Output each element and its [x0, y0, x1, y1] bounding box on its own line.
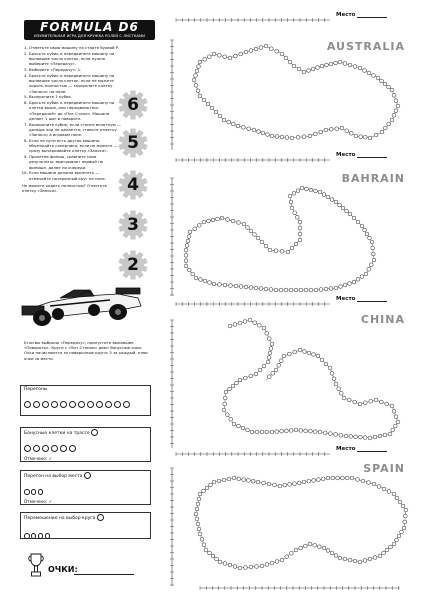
scoring-explanation: Если вы выбрали «Передачу», пропустите выпавшие «Повороты». Круги с «Пит-Стопом» дают бонусные очки. Очки начисляются за поверочные круги: 5 за каждый, плюс очки за место.	[24, 340, 149, 361]
points-label: ОЧКИ:	[48, 565, 78, 574]
pitstop-label: Перегон на выбор места	[21, 471, 150, 480]
lap-bars	[170, 18, 400, 590]
rules-note: Не можете ходить полностью? Отметьте клетку «Заноса».	[22, 182, 107, 194]
track-name-spain: SPAIN	[363, 462, 405, 475]
track-name-bahrain: BAHRAIN	[341, 172, 405, 185]
rule-item: 9. Пролетев финиш, сравните свои результаты: выигрывает первый на финише, далее по очереди.	[29, 154, 122, 170]
track-name-australia: AUSTRALIA	[326, 40, 405, 53]
rule-item: 1. Отметьте свою машину на старте буквой P.	[29, 45, 122, 50]
rule-item: 7. Вычеркните кубик; если стоите вплотную — дальше ход не делается; ставьте отметку «Заноса» в игровом поле.	[29, 122, 122, 138]
bonus-footer: Отмечено: ✓	[24, 456, 53, 461]
place-field-spain[interactable]: Место	[336, 446, 387, 452]
lap-choice-label: Перемешение на выбор круга	[21, 513, 150, 522]
game-title: FORMULA D6	[40, 20, 139, 34]
rule-item: 6. Бросьте кубик и передвиньте машину на клетки выше, или передвиньтесь «Передачей» до «Пит-Стопа». Машина делает 1 шаг в повороте.	[29, 100, 122, 121]
rule-item: 10. Если машина должна вылететь — отмечайте потерянный круг на поле.	[29, 170, 122, 181]
rule-item: 8. Если на пути есть другая машина, объезжайте соперника; если не можете — сразу вычёркивайте клетку «Заноса».	[29, 138, 122, 154]
pitstop-footer: Отмечено: ✓	[24, 499, 53, 504]
place-field-bahrain[interactable]: Место	[336, 152, 387, 158]
track-name-china: CHINA	[360, 313, 405, 326]
track-china[interactable]	[222, 318, 400, 440]
gear-number: 5	[127, 133, 139, 153]
gear-number: 4	[127, 175, 139, 195]
rule-item: 2. Бросьте кубик и передвиньте машину на выпавшее число клеток, если нужно выберите «Передачу».	[29, 51, 122, 67]
gear-number: 3	[127, 215, 139, 235]
track-spain[interactable]	[194, 476, 408, 570]
rule-item: 4. Бросьте кубик и передвиньте машину на выпавшее число клеток, если не можете ходить полностью — зачеркните клетку «Заноса» на поле.	[29, 73, 122, 94]
gear-number: 6	[127, 95, 139, 115]
bonus-cells-label: Бонусные клетки на трассе	[21, 428, 150, 437]
track-australia[interactable]	[192, 44, 400, 140]
game-subtitle: ИЗУМИТЕЛЬНАЯ ИГРА ДЛЯ КРУЖКА РОЛЕЙ С ЛИСТКАМИ	[34, 34, 145, 38]
rule-item: 5. Вычеркните 1 кубик.	[29, 94, 122, 99]
gear-number: 2	[127, 255, 139, 275]
place-field-australia[interactable]: Место	[336, 12, 387, 18]
rule-item: 3. Выберите «Передачу»: 1.	[29, 67, 122, 72]
overtakes-label: Перегоны	[24, 387, 48, 392]
place-field-china[interactable]: Место	[336, 296, 387, 302]
track-bahrain[interactable]	[184, 186, 376, 292]
